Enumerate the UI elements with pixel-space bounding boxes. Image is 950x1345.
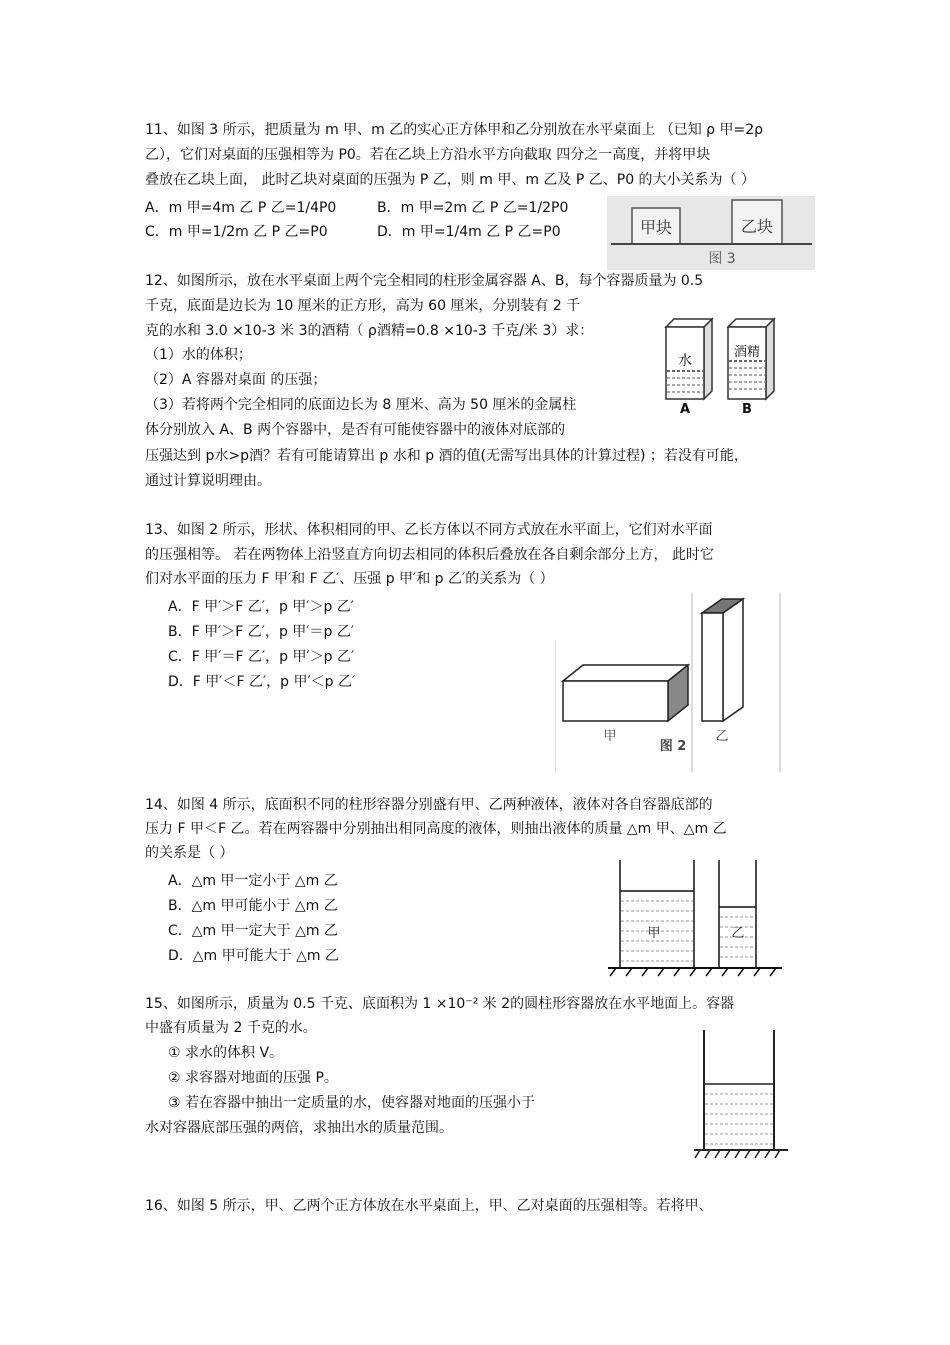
q12-line-1: 12、如图所示，放在水平桌面上两个完全相同的柱形金属容器 A、B，每个容器质量为 0.5 (145, 273, 704, 289)
q12-figure-label-alcohol: 酒精 (733, 345, 761, 360)
q14-figure-label-a: 甲 (647, 926, 661, 941)
q14-figure (606, 858, 784, 978)
q12-figure-label-a: A (679, 402, 691, 415)
q15-line-3: ① 求水的体积 V。 (168, 1045, 284, 1061)
q14-line-2: 压力 F 甲＜F 乙。若在两容器中分别抽出相同高度的液体，则抽出液体的质量 △m 甲、△m 乙 (145, 821, 727, 837)
q12-figure-label-water: 水 (678, 353, 692, 369)
q13-figure-caption: 图 2 (659, 739, 687, 754)
q14-option-a: A．△m 甲一定小于 △m 乙 (168, 873, 338, 889)
q15-line-6: 水对容器底部压强的两倍，求抽出水的质量范围。 (145, 1120, 453, 1136)
q11-line-3: 叠放在乙块上面， 此时乙块对桌面的压强为 P 乙，则 m 甲、m 乙及 P 乙、P0 的大小关系为（ ） (145, 172, 756, 188)
q13-option-b: B．F 甲′＞F 乙′，p 甲′＝p 乙′ (168, 624, 354, 640)
q15-figure (692, 1028, 790, 1168)
q11-figure-label-a: 甲块 (639, 218, 673, 237)
q15-line-4: ② 求容器对地面的压强 P。 (168, 1070, 338, 1086)
q14-option-d: D．△m 甲可能大于 △m 乙 (168, 948, 339, 964)
q11-figure (607, 196, 815, 270)
q14-line-1: 14、如图 4 所示，底面积不同的柱形容器分别盛有甲、乙两种液体，液体对各自容器底部的 (145, 797, 713, 813)
q13-option-a: A．F 甲′＞F 乙′，p 甲′＞p 乙′ (168, 599, 354, 615)
q13-option-c: C．F 甲′＝F 乙′，p 甲′＞p 乙′ (168, 649, 355, 665)
q13-line-3: 们对水平面的压力 F 甲′和 F 乙′、压强 p 甲′和 p 乙′的关系为（ ） (145, 571, 554, 587)
q12-line-4: （1）水的体积； (145, 347, 252, 363)
q11-line-1: 11、如图 3 所示，把质量为 m 甲、m 乙的实心正方体甲和乙分别放在水平桌面上 （已知 ρ 甲=2ρ (145, 122, 764, 138)
q14-line-3: 的关系是（ ） (145, 845, 234, 861)
q11-option-a: A．m 甲=4m 乙 P 乙=1/4P0 (145, 200, 337, 216)
q13-figure (555, 593, 782, 773)
q12-line-3: 克的水和 3.0 ×10-3 米 3的酒精（ ρ酒精=0.8 ×10-3 千克/米 3）求： (145, 323, 594, 339)
q11-option-b: B．m 甲=2m 乙 P 乙=1/2P0 (377, 200, 569, 216)
q12-line-7: 体分别放入 A、B 两个容器中，是否有可能使容器中的液体对底部的 (145, 422, 566, 438)
q12-line-2: 千克，底面是边长为 10 厘米的正方形，高为 60 厘米，分别装有 2 千 (145, 298, 581, 314)
q16-line-1: 16、如图 5 所示，甲、乙两个正方体放在水平桌面上，甲、乙对桌面的压强相等。若将甲、 (145, 1198, 713, 1214)
q11-figure-caption: 图 3 (708, 251, 736, 267)
q14-figure-label-b: 乙 (731, 926, 745, 941)
q13-option-d: D．F 甲′＜F 乙′，p 甲′＜p 乙′ (168, 674, 356, 690)
q11-option-c: C．m 甲=1/2m 乙 P 乙=P0 (145, 224, 328, 240)
q12-line-6: （3）若将两个完全相同的底面边长为 8 厘米、高为 50 厘米的金属柱 (145, 397, 577, 413)
q11-option-d: D．m 甲=1/4m 乙 P 乙=P0 (377, 224, 561, 240)
q15-line-1: 15、如图所示，质量为 0.5 千克、底面积为 1 ×10⁻² 米 2的圆柱形容器放在水平地面上。容器 (145, 996, 735, 1012)
q13-figure-label-a: 甲 (603, 729, 617, 744)
q11-figure-label-b: 乙块 (740, 217, 774, 236)
q13-line-1: 13、如图 2 所示，形状、体积相同的甲、乙长方体以不同方式放在水平面上，它们对水平面 (145, 522, 713, 538)
q11-line-2: 乙），它们对桌面的压强相等为 P0。若在乙块上方沿水平方向截取 四分之一高度，并将甲块 (145, 147, 711, 163)
q12-figure (662, 315, 784, 415)
q12-line-8: 压强达到 p水>p酒？若有可能请算出 p 水和 p 酒的值(无需写出具体的计算过程) ；若没有可能， (145, 448, 748, 464)
q13-line-2: 的压强相等。 若在两物体上沿竖直方向切去相同的体积后叠放在各自剩余部分上方， 此时它 (145, 547, 714, 563)
q15-line-5: ③ 若在容器中抽出一定质量的水，使容器对地面的压强小于 (168, 1095, 535, 1111)
q13-figure-label-b: 乙 (715, 729, 729, 744)
q12-line-5: （2）A 容器对桌面 的压强； (145, 372, 327, 388)
q15-line-2: 中盛有质量为 2 千克的水。 (145, 1020, 317, 1036)
q12-line-9: 通过计算说明理由。 (145, 473, 271, 489)
q14-option-b: B．△m 甲可能小于 △m 乙 (168, 898, 338, 914)
q12-figure-label-b: B (742, 402, 752, 415)
q14-option-c: C．△m 甲一定大于 △m 乙 (168, 923, 338, 939)
